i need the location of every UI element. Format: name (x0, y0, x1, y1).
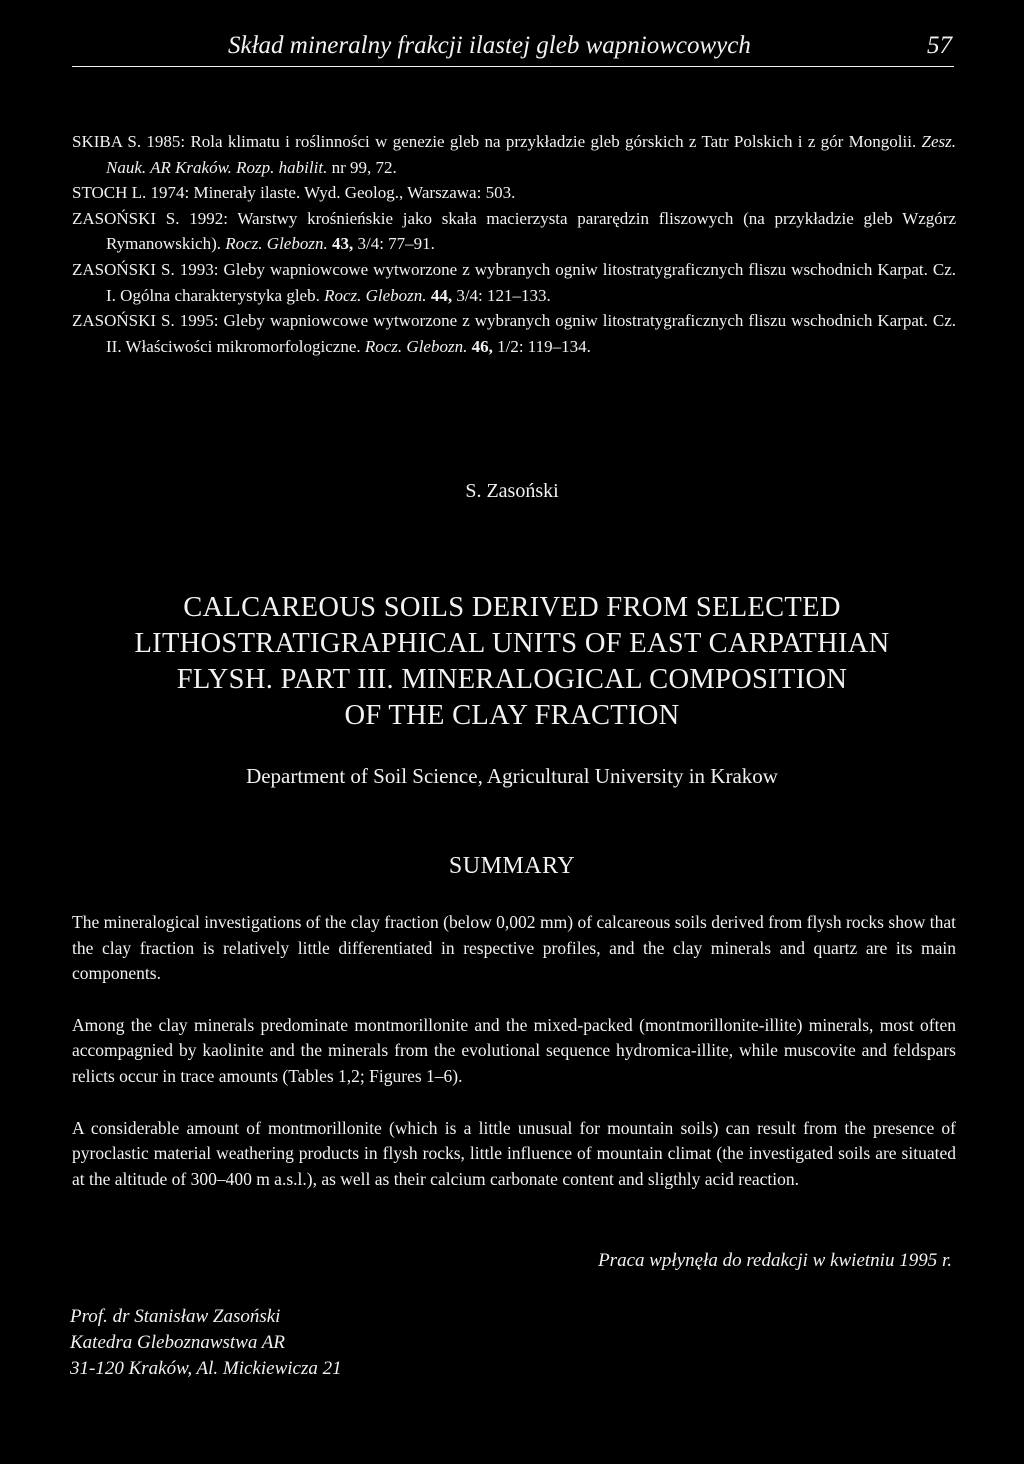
summary-paragraph: Among the clay minerals predominate montmorillonite and the mixed-packed (montmorillonite-illite) minerals, most often accompagnied by kaolinite and the minerals from the evolutional sequence hydromica-illite, while muscovite and feldspars relicts occur in trace amounts (Tables 1,2; Figures 1–6). (72, 1014, 956, 1086)
received-date-note: Praca wpłynęła do redakcji w kwietniu 1995 r. (598, 1250, 952, 1271)
reference-item: SKIBA S. 1985: Rola klimatu i roślinności w genezie gleb na przykładzie gleb górskich z Tatr Polskich i z gór Mongolii. Zesz. Nauk. AR Kraków. Rozp. habilit. nr 99, 72. (72, 132, 956, 177)
summary-title (100, 590, 924, 734)
title-line: OF THE CLAY FRACTION (344, 700, 680, 731)
reference-item: STOCH L. 1974: Minerały ilaste. Wyd. Geolog., Warszawa: 503. (72, 183, 516, 203)
title-line: LITHOSTRATIGRAPHICAL UNITS OF EAST CARPATHIAN (134, 628, 890, 659)
summary-heading: SUMMARY (448, 853, 576, 879)
running-title: Skład mineralny frakcji ilastej gleb wapniowcowych (228, 32, 751, 59)
summary-author: S. Zasoński (465, 480, 559, 502)
page-number: 57 (927, 32, 952, 59)
references-list (72, 129, 956, 359)
author-address (70, 1304, 342, 1382)
department-affiliation: Department of Soil Science, Agricultural University in Krakow (246, 764, 778, 788)
address-line: 31-120 Kraków, Al. Mickiewicza 21 (70, 1358, 342, 1379)
reference-item: ZASOŃSKI S. 1995: Gleby wapniowcowe wytworzone z wybranych ogniw litostratygraficznych fliszu wschodnich Karpat. Cz. II. Właściwości mikromorfologiczne. Rocz. Glebozn. 46, 1/2: 119–134. (72, 311, 956, 356)
title-line: FLYSH. PART III. MINERALOGICAL COMPOSITION (176, 664, 848, 695)
title-line: CALCAREOUS SOILS DERIVED FROM SELECTED (183, 592, 841, 623)
reference-item: ZASOŃSKI S. 1992: Warstwy krośnieńskie jako skała macierzysta pararędzin fliszowych (na przykładzie gleb Wzgórz Rymanowskich). Rocz. Glebozn. 43, 3/4: 77–91. (72, 208, 956, 254)
summary-body (72, 910, 956, 1218)
address-line: Prof. dr Stanisław Zasoński (70, 1306, 281, 1327)
running-header (72, 30, 954, 67)
address-line: Katedra Gleboznawstwa AR (70, 1332, 285, 1353)
summary-paragraph: A considerable amount of montmorillonite (which is a little unusual for mountain soils) can result from the presence of pyroclastic material weathering products in flysh rocks, little influence of mountain climat (the investigated soils are situated at the altitude of 300–400 m a.s.l.), as well as their calcium carbonate content and sligthly acid reaction. (72, 1117, 956, 1189)
summary-paragraph: The mineralogical investigations of the clay fraction (below 0,002 mm) of calcareous soils derived from flysh rocks show that the clay fraction is relatively little differentiated in respective profiles, and the clay minerals and quartz are its main components. (72, 912, 956, 984)
reference-item: ZASOŃSKI S. 1993: Gleby wapniowcowe wytworzone z wybranych ogniw litostratygraficznych fliszu wschodnich Karpat. Cz. I. Ogólna charakterystyka gleb. Rocz. Glebozn. 44, 3/4: 121–133. (72, 259, 956, 305)
